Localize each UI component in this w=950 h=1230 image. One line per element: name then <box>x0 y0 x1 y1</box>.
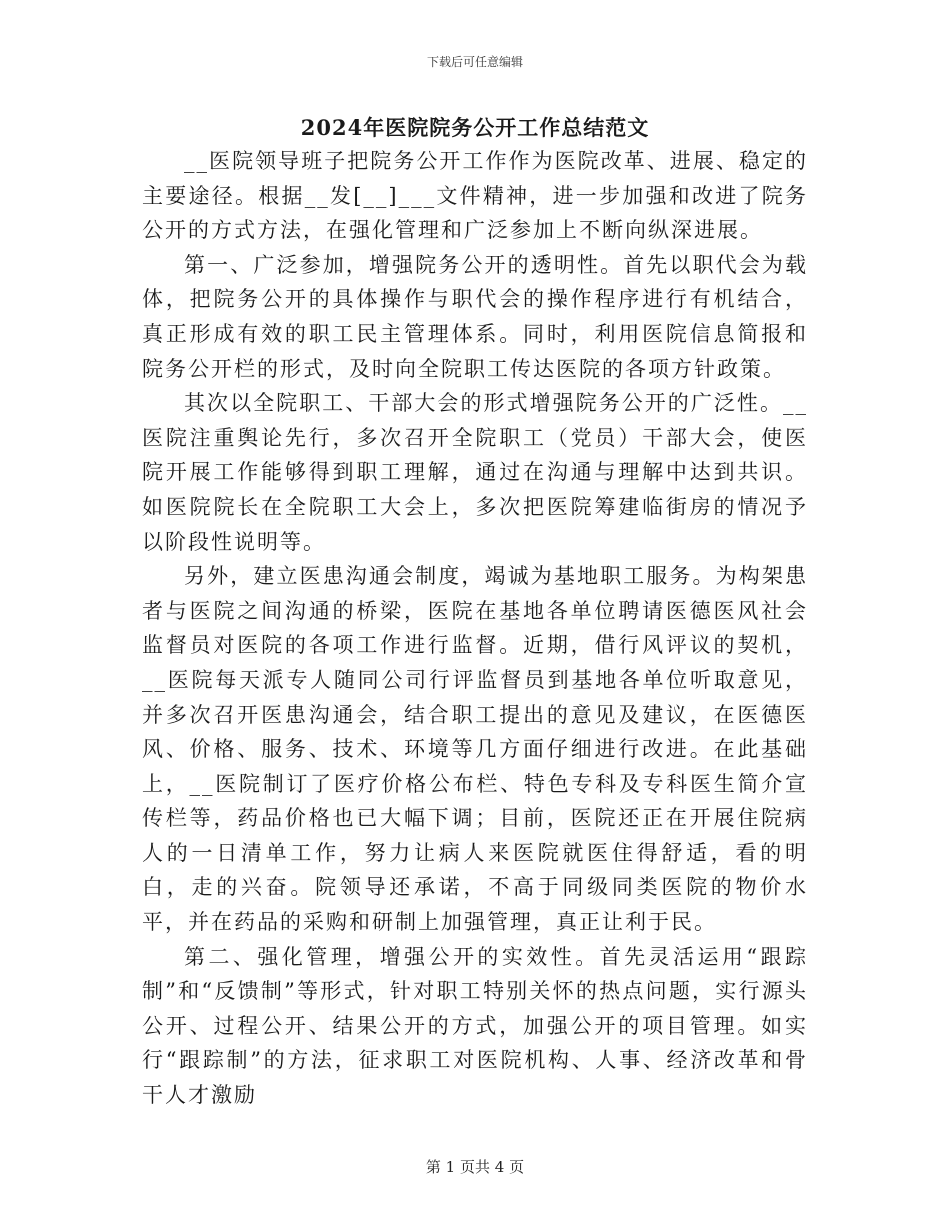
document-title: 2024年医院院务公开工作总结范文 <box>300 115 650 140</box>
paragraph-second-aspect: 其次以全院职工、干部大会的形式增强院务公开的广泛性。__医院注重舆论先行，多次召开全院职工（党员）干部大会，使医院开展工作能够得到职工理解，通过在沟通与理解中达到共识。如医院院长在全院职工大会上，多次把医院筹建临街房的情况予以阶段性说明等。 <box>142 391 808 554</box>
paragraph-intro: __医院领导班子把院务公开工作作为医院改革、进展、稳定的主要途径。根据__发[__]___文件精神，进一步加强和改进了院务公开的方式方法，在强化管理和广泛参加上不断向纵深进展。 <box>142 149 808 243</box>
page-footer: 第 1 页共 4 页 <box>425 1158 525 1176</box>
paragraph-first-point: 第一、广泛参加，增强院务公开的透明性。首先以职代会为载体，把院务公开的具体操作与职代会的操作程序进行有机结合，真正形成有效的职工民主管理体系。同时，利用医院信息简报和院务公开栏的形式，及时向全院职工传达医院的各项方针政策。 <box>142 252 808 381</box>
paragraph-doctor-patient-communication: 另外，建立医患沟通会制度，竭诚为基地职工服务。为构架患者与医院之间沟通的桥梁，医院在基地各单位聘请医德医风社会监督员对医院的各项工作进行监督。近期，借行风评议的契机，__医院每天派专人随同公司行评监督员到基地各单位听取意见，并多次召开医患沟通会，结合职工提出的意见及建议，在医德医风、价格、服务、技术、环境等几方面仔细进行改进。在此基础上，__医院制订了医疗价格公布栏、特色专科及专科医生简介宣传栏等，药品价格也已大幅下调；目前，医院还正在开展住院病人的一日清单工作，努力让病人来医院就医住得舒适，看的明白，走的兴奋。院领导还承诺，不高于同级同类医院的物价水平，并在药品的采购和研制上加强管理，真正让利于民。 <box>142 564 808 935</box>
document-body <box>142 144 808 1113</box>
paragraph-second-point: 第二、强化管理，增强公开的实效性。首先灵活运用“跟踪制”和“反馈制”等形式，针对职工特别关怀的热点问题，实行源头公开、过程公开、结果公开的方式，加强公开的项目管理。如实行“跟踪制”的方法，征求职工对医院机构、人事、经济改革和骨干人才激励 <box>142 944 808 1108</box>
page-header-note: 下载后可任意编辑 <box>426 55 523 69</box>
